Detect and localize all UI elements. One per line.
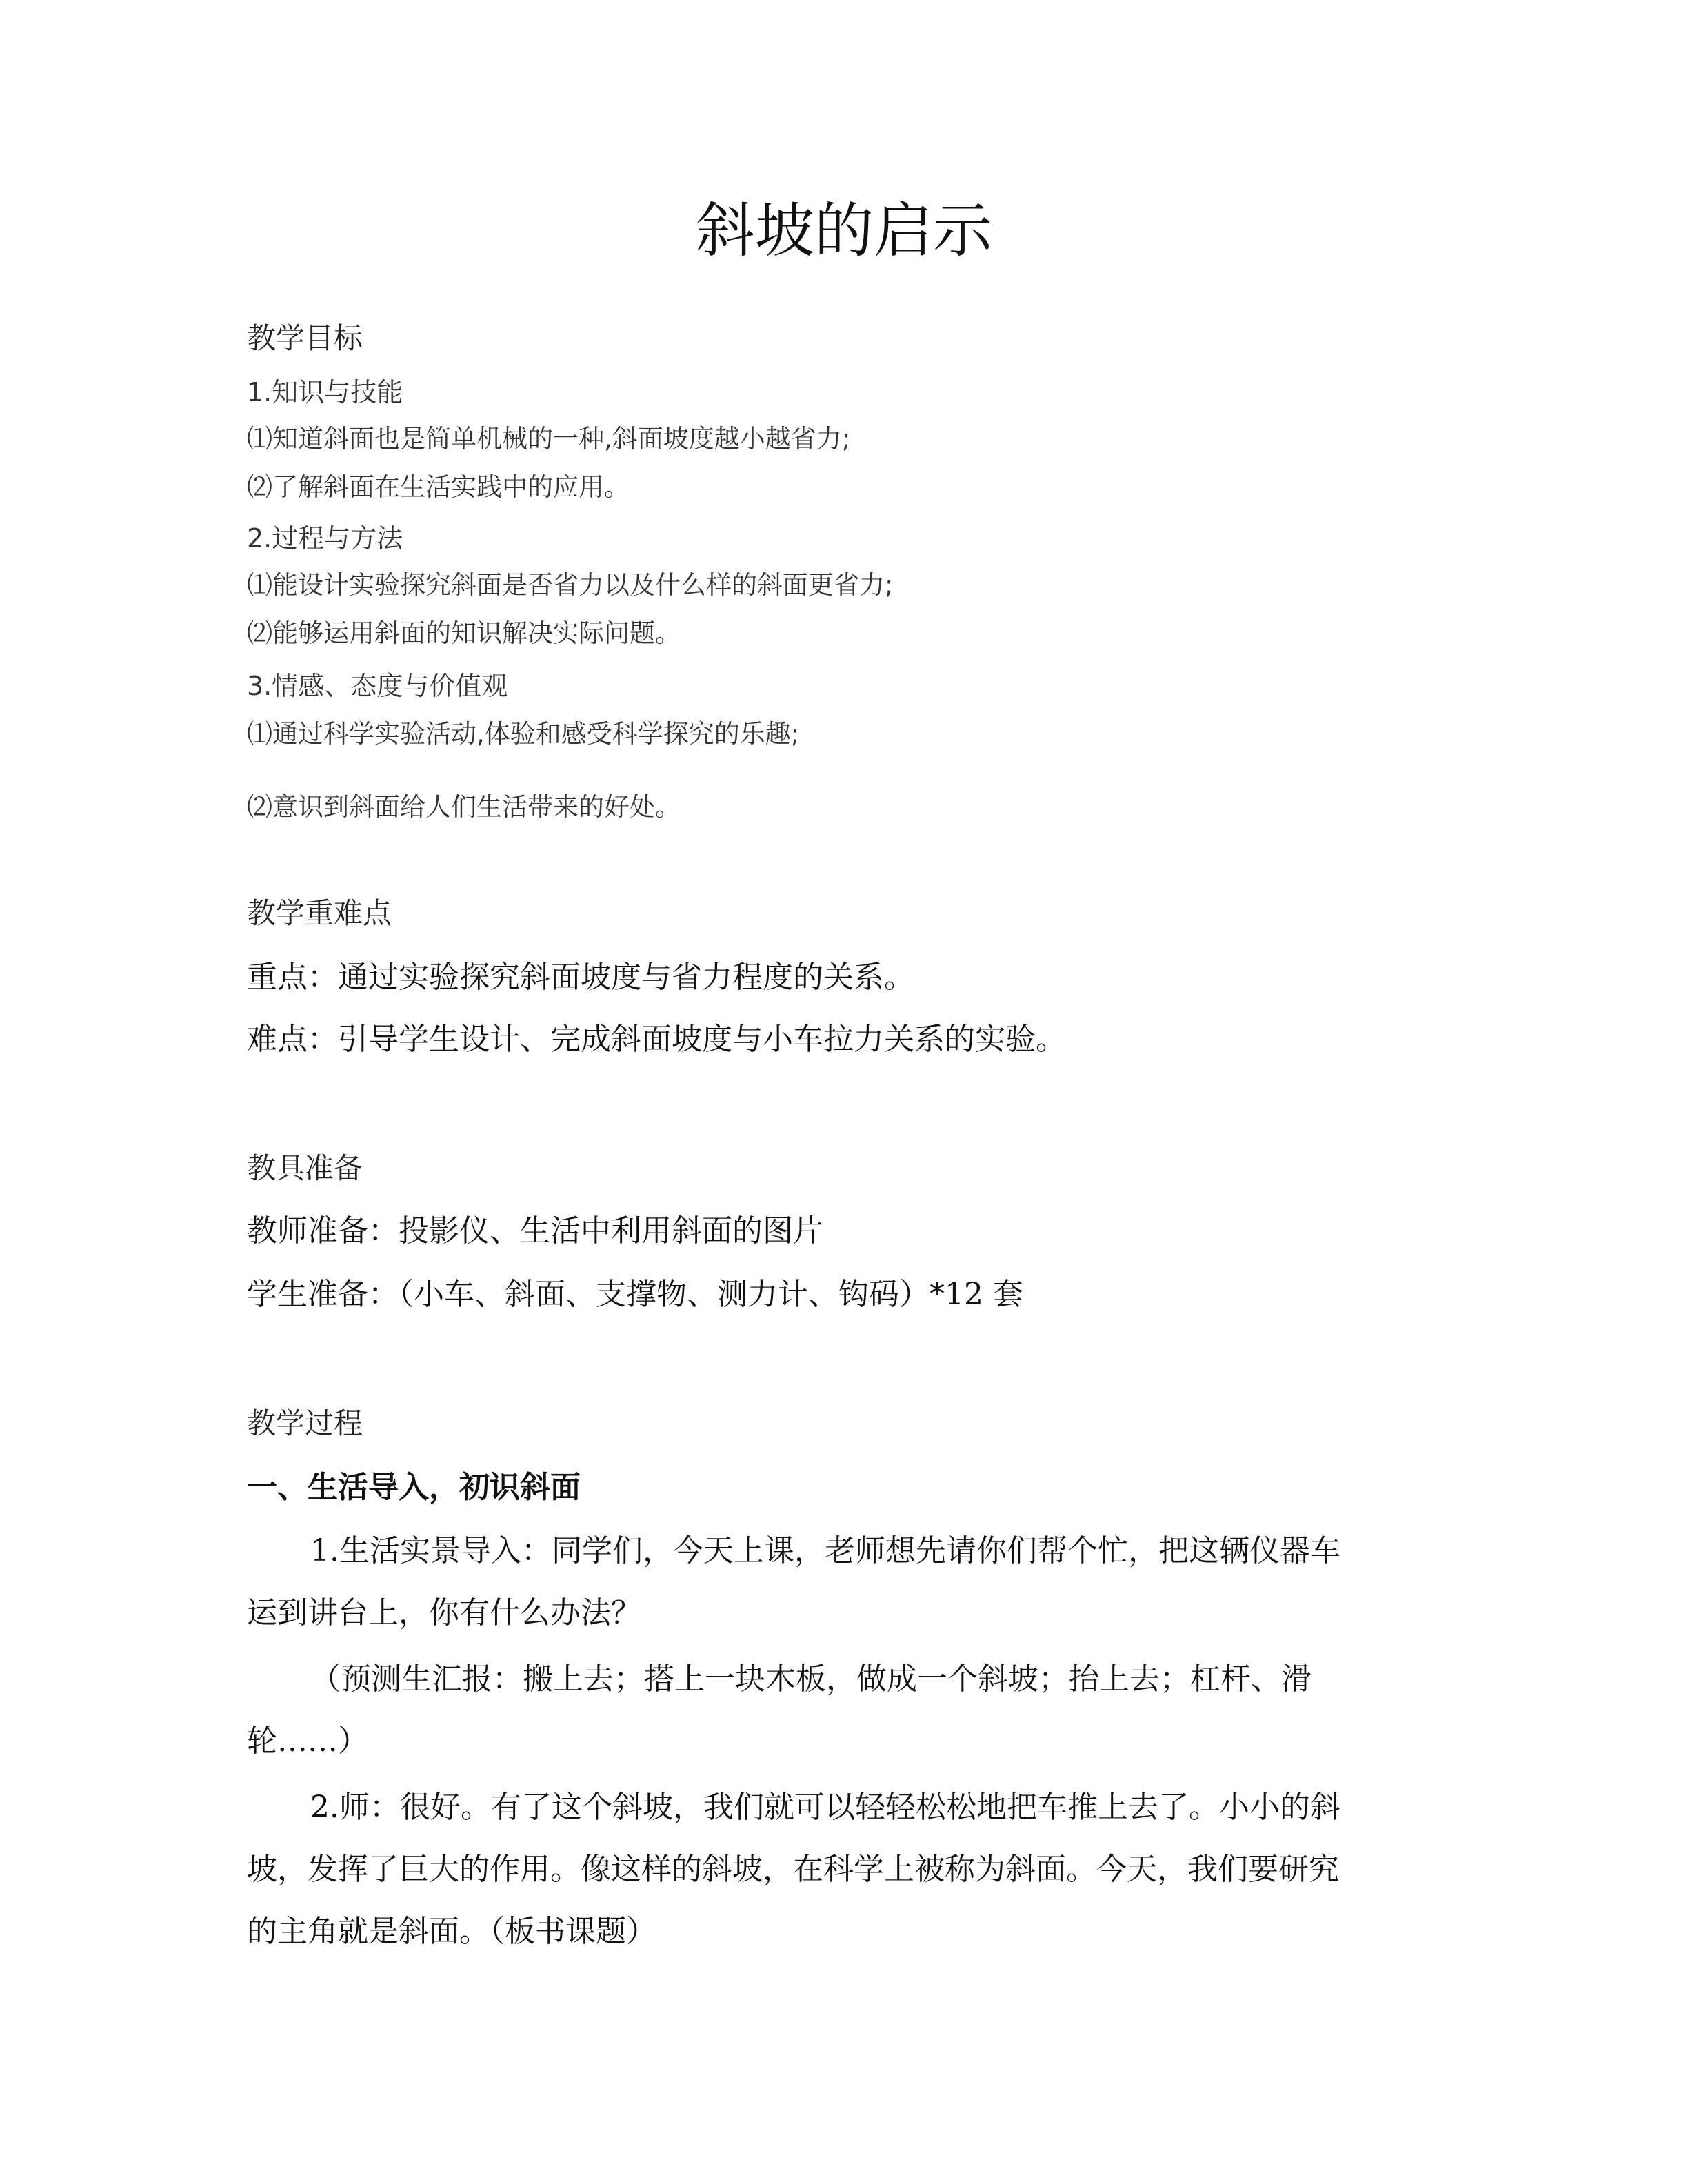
objective-item: ⑴通过科学实验活动,体验和感受科学探究的乐趣; xyxy=(247,719,800,749)
student-materials-text: 学生准备：（小车、斜面、支撑物、测力计、钩码）*12 套 xyxy=(247,1277,1023,1312)
document-title: 斜坡的启示 xyxy=(696,196,992,265)
paragraph-line: 坡，发挥了巨大的作用。像这样的斜坡，在科学上被称为斜面。今天，我们要研究 xyxy=(247,1852,1339,1887)
objective-group-heading: 2.过程与方法 xyxy=(247,523,403,554)
materials-heading: 教具准备 xyxy=(247,1151,363,1185)
paragraph-line: （预测生汇报：搬上去；搭上一块木板，做成一个斜坡；抬上去；杠杆、滑 xyxy=(310,1661,1312,1697)
paragraph-line: 运到讲台上，你有什么办法？ xyxy=(247,1595,641,1630)
objective-group-heading: 1.知识与技能 xyxy=(247,377,403,407)
difficult-point-text: 难点：引导学生设计、完成斜面坡度与小车拉力关系的实验。 xyxy=(247,1022,1066,1057)
objective-item: ⑴能设计实验探究斜面是否省力以及什么样的斜面更省力; xyxy=(247,570,894,600)
paragraph-line: 的主角就是斜面。（板书课题） xyxy=(247,1914,656,1949)
objective-item: ⑵意识到斜面给人们生活带来的好处。 xyxy=(247,792,681,822)
objectives-heading: 教学目标 xyxy=(247,321,363,355)
key-points-heading: 教学重难点 xyxy=(247,896,392,930)
paragraph-line: 1.生活实景导入：同学们，今天上课，老师想先请你们帮个忙，把这辆仪器车 xyxy=(310,1533,1340,1568)
process-heading: 教学过程 xyxy=(247,1406,363,1440)
section-heading: 一、生活导入，初识斜面 xyxy=(247,1470,581,1505)
objective-item: ⑴知道斜面也是简单机械的一种,斜面坡度越小越省力; xyxy=(247,424,851,454)
paragraph-line: 轮……） xyxy=(247,1723,368,1759)
paragraph-line: 2.师：很好。有了这个斜坡，我们就可以轻轻松松地把车推上去了。小小的斜 xyxy=(310,1790,1340,1825)
objective-item: ⑵能够运用斜面的知识解决实际问题。 xyxy=(247,618,681,648)
key-point-text: 重点：通过实验探究斜面坡度与省力程度的关系。 xyxy=(247,960,914,995)
teacher-materials-text: 教师准备：投影仪、生活中利用斜面的图片 xyxy=(247,1213,823,1248)
objective-item: ⑵了解斜面在生活实践中的应用。 xyxy=(247,472,630,502)
objective-group-heading: 3.情感、态度与价值观 xyxy=(247,671,508,701)
